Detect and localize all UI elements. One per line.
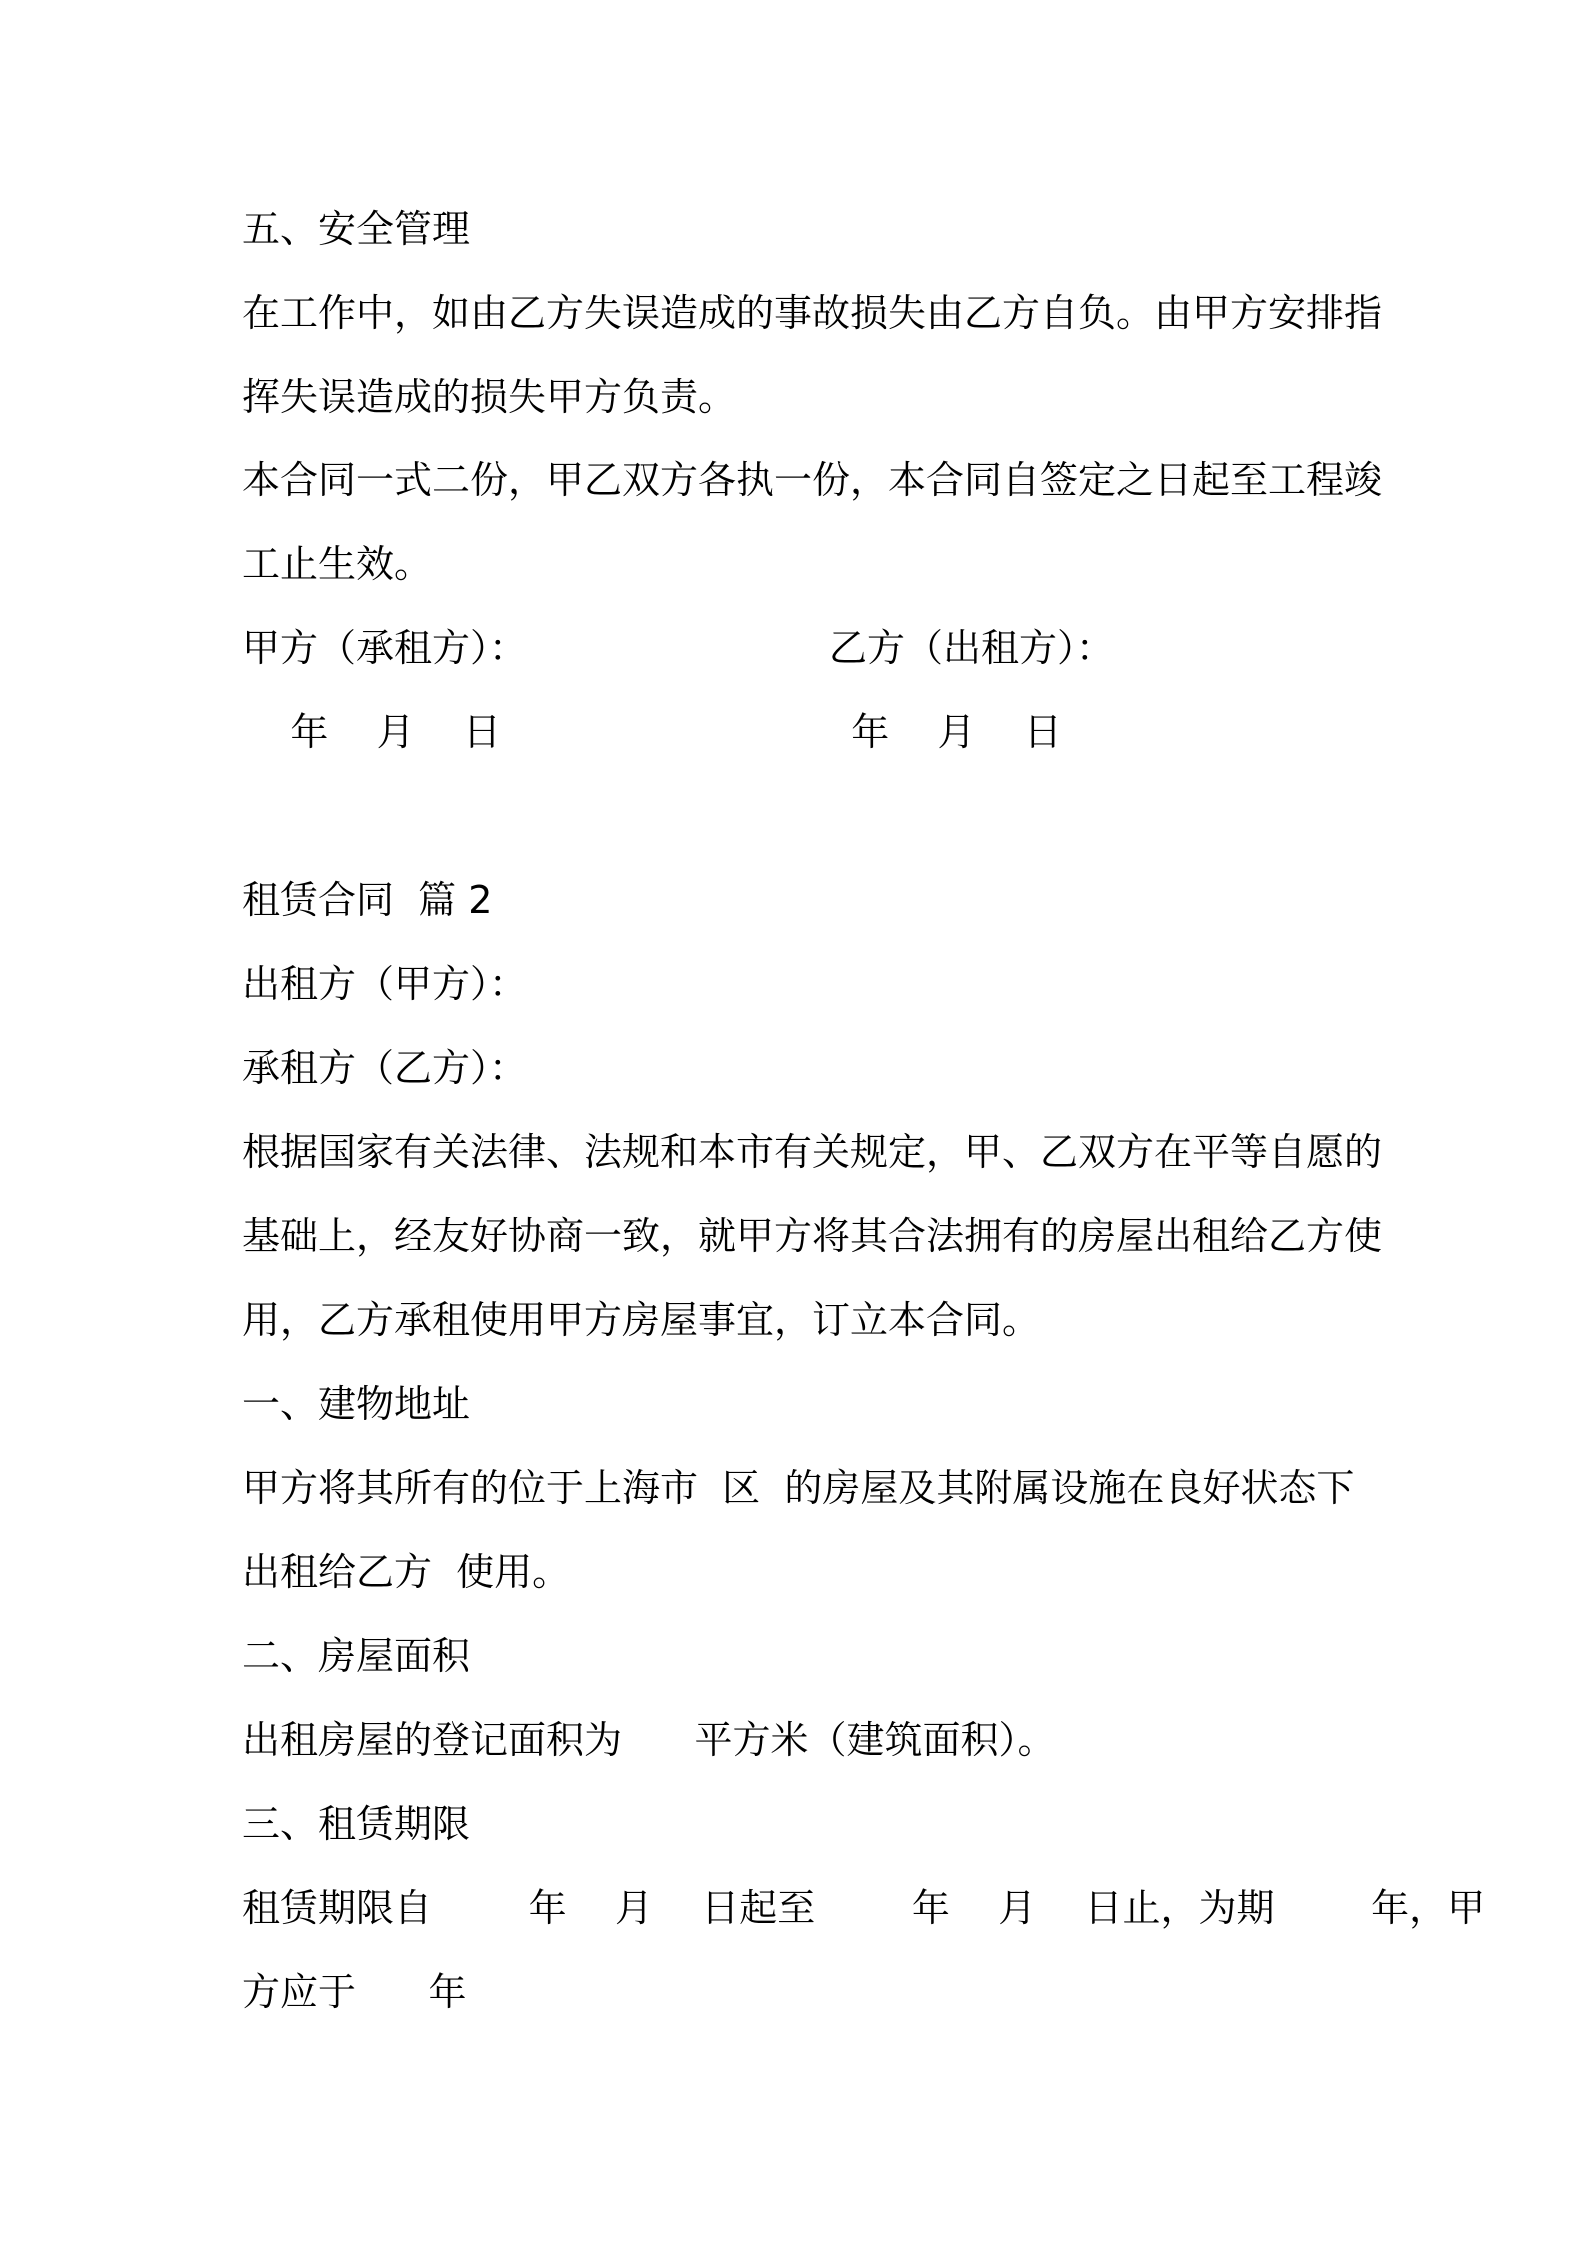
paragraph-line: 用，乙方承租使用甲方房屋事宜，订立本合同。 bbox=[242, 1298, 1041, 1342]
paragraph-line: 甲方将其所有的位于上海市 区 的房屋及其附属设施在良好状态下 bbox=[242, 1466, 1355, 1510]
paragraph-line: 出租给乙方 使用。 bbox=[242, 1550, 571, 1594]
paragraph-line: 租赁期限自 年 月 日起至 年 月 日止，为期 年，甲 bbox=[242, 1886, 1486, 1930]
lessee-line: 承租方（乙方）： bbox=[242, 1046, 528, 1090]
paragraph-line: 工止生效。 bbox=[242, 542, 433, 586]
section-heading-area: 二、房屋面积 bbox=[242, 1634, 471, 1678]
paragraph-line: 本合同一式二份，甲乙双方各执一份，本合同自签定之日起至工程竣 bbox=[242, 458, 1383, 502]
lessor-line: 出租方（甲方）： bbox=[242, 962, 528, 1006]
signature-line: 甲方（承租方）： 乙方（出租方）： bbox=[242, 626, 1114, 670]
paragraph-line: 在工作中，如由乙方失误造成的事故损失由乙方自负。由甲方安排指 bbox=[242, 291, 1383, 335]
paragraph-line: 方应于 年 bbox=[242, 1970, 467, 2014]
section-heading-safety: 五、安全管理 bbox=[242, 207, 471, 251]
section-heading-term: 三、租赁期限 bbox=[242, 1802, 471, 1846]
section-heading-address: 一、建物地址 bbox=[242, 1382, 471, 1426]
paragraph-line: 基础上，经友好协商一致，就甲方将其合法拥有的房屋出租给乙方使 bbox=[242, 1214, 1383, 1258]
date-line: 年 月 日 年 月 日 bbox=[242, 710, 1062, 754]
paragraph-line: 根据国家有关法律、法规和本市有关规定，甲、乙双方在平等自愿的 bbox=[242, 1130, 1383, 1174]
contract-title: 租赁合同 篇 2 bbox=[242, 878, 493, 922]
paragraph-line: 出租房屋的登记面积为 平方米（建筑面积）。 bbox=[242, 1718, 1056, 1762]
paragraph-line: 挥失误造成的损失甲方负责。 bbox=[242, 375, 737, 419]
